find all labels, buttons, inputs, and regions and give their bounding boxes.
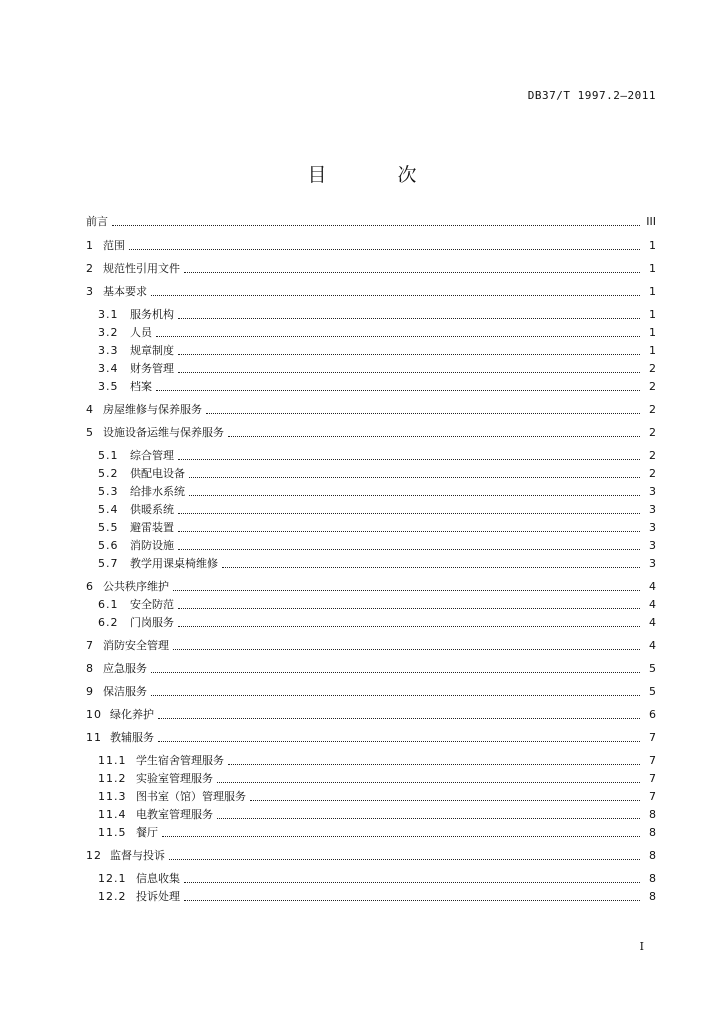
toc-entry-number: 11.3	[98, 790, 127, 803]
toc-entry[interactable]	[98, 324, 656, 340]
toc-entry-label: 避雷装置	[130, 521, 174, 534]
toc-entry[interactable]	[98, 870, 656, 886]
toc-entry-label: 绿化养护	[110, 708, 154, 721]
toc-entry-page: 7	[649, 731, 656, 744]
toc-entry-number: 2	[86, 262, 94, 275]
toc-entry-number: 9	[86, 685, 94, 698]
toc-entry[interactable]	[98, 596, 656, 612]
toc-entry-page: 1	[649, 344, 656, 357]
dot-leader	[178, 318, 640, 319]
toc-entry-label: 监督与投诉	[110, 849, 165, 862]
dot-leader	[184, 900, 640, 901]
toc-entry-label: 消防设施	[130, 539, 174, 552]
toc-entry-number: 1	[86, 239, 94, 252]
toc-entry[interactable]	[98, 501, 656, 517]
toc-entry-label: 规章制度	[130, 344, 174, 357]
toc-entry-label: 餐厅	[136, 826, 158, 839]
toc-entry-page: 2	[649, 380, 656, 393]
toc-entry[interactable]	[98, 519, 656, 535]
toc-entry-page: 7	[649, 790, 656, 803]
toc-entry-page: 3	[649, 521, 656, 534]
toc-entry-number: 3.5	[98, 380, 119, 393]
toc-entry[interactable]	[86, 683, 656, 699]
toc-entry-page: 5	[649, 685, 656, 698]
toc-entry-label: 基本要求	[103, 285, 147, 298]
toc-entry-label: 档案	[130, 380, 152, 393]
toc-entry-number: 5.6	[98, 539, 119, 552]
toc-entry-number: 3.2	[98, 326, 119, 339]
dot-leader	[158, 741, 640, 742]
toc-entry-number: 5.2	[98, 467, 119, 480]
toc-entry[interactable]	[86, 578, 656, 594]
dot-leader	[151, 695, 640, 696]
toc-entry-number: 12.2	[98, 890, 127, 903]
toc-entry-label: 供暖系统	[130, 503, 174, 516]
toc-entry[interactable]	[86, 637, 656, 653]
toc-entry-label: 门岗服务	[130, 616, 174, 629]
page-title: 目 次	[307, 164, 443, 186]
dot-leader	[151, 295, 640, 296]
toc-entry-page: 3	[649, 503, 656, 516]
toc-entry-number: 6	[86, 580, 94, 593]
toc-entry-label: 给排水系统	[130, 485, 185, 498]
dot-leader	[158, 718, 640, 719]
toc-entry[interactable]	[98, 465, 656, 481]
toc-entry[interactable]	[86, 283, 656, 299]
toc-entry[interactable]	[98, 770, 656, 786]
toc-entry-label: 消防安全管理	[103, 639, 169, 652]
toc-entry-number: 3	[86, 285, 94, 298]
toc-entry-label: 实验室管理服务	[136, 772, 213, 785]
toc-entry-label: 人员	[130, 326, 152, 339]
dot-leader	[112, 225, 640, 226]
toc-entry-number: 4	[86, 403, 94, 416]
toc-entry-label: 范围	[103, 239, 125, 252]
toc-entry-page: 7	[649, 754, 656, 767]
toc-entry-label: 投诉处理	[136, 890, 180, 903]
dot-leader	[178, 513, 640, 514]
dot-leader	[162, 836, 640, 837]
toc-entry-label: 电教室管理服务	[136, 808, 213, 821]
dot-leader	[228, 436, 640, 437]
toc-entry-number: 6.2	[98, 616, 119, 629]
toc-entry[interactable]	[98, 614, 656, 630]
toc-entry-label: 学生宿舍管理服务	[136, 754, 224, 767]
toc-entry-page: 8	[649, 890, 656, 903]
dot-leader	[184, 272, 640, 273]
toc-entry-page: 1	[649, 326, 656, 339]
toc-entry-page: 6	[649, 708, 656, 721]
toc-entry[interactable]	[86, 847, 656, 863]
toc-entry-label: 安全防范	[130, 598, 174, 611]
toc-entry[interactable]	[86, 729, 656, 745]
toc-entry-number: 11	[86, 731, 102, 744]
dot-leader	[206, 413, 640, 414]
toc-entry[interactable]	[86, 401, 656, 417]
toc-entry-number: 5.5	[98, 521, 119, 534]
dot-leader	[173, 649, 640, 650]
toc-entry-page: 3	[649, 557, 656, 570]
toc-entry[interactable]	[86, 237, 656, 253]
toc-entry-page: 4	[649, 598, 656, 611]
dot-leader	[178, 626, 640, 627]
toc-entry-page: 5	[649, 662, 656, 675]
dot-leader	[178, 608, 640, 609]
dot-leader	[228, 764, 640, 765]
dot-leader	[178, 531, 640, 532]
toc-entry-label: 教学用课桌椅维修	[130, 557, 218, 570]
toc-entry-page: 4	[649, 580, 656, 593]
toc-entry[interactable]	[86, 706, 656, 722]
toc-entry-page: 8	[649, 826, 656, 839]
toc-entry-number: 5	[86, 426, 94, 439]
toc-entry-label: 供配电设备	[130, 467, 185, 480]
dot-leader	[173, 590, 640, 591]
toc-entry[interactable]	[98, 378, 656, 394]
toc-entry-page: 4	[649, 616, 656, 629]
toc-entry-label: 房屋维修与保养服务	[103, 403, 202, 416]
dot-leader	[129, 249, 640, 250]
dot-leader	[184, 882, 640, 883]
toc-entry-page: III	[646, 215, 656, 228]
toc-entry[interactable]	[98, 537, 656, 553]
toc-entry-page: 2	[649, 362, 656, 375]
dot-leader	[169, 859, 640, 860]
toc-entry-page: 2	[649, 467, 656, 480]
toc-entry-page: 3	[649, 539, 656, 552]
toc-entry-label: 教辅服务	[110, 731, 154, 744]
toc-entry-page: 4	[649, 639, 656, 652]
page-number: I	[639, 940, 644, 953]
toc-entry-number: 3.4	[98, 362, 119, 375]
toc-entry-number: 7	[86, 639, 94, 652]
toc-entry-page: 3	[649, 485, 656, 498]
toc-entry-page: 8	[649, 872, 656, 885]
toc-entry-number: 3.1	[98, 308, 119, 321]
dot-leader	[178, 459, 640, 460]
toc-entry[interactable]	[98, 806, 656, 822]
toc-entry[interactable]	[98, 752, 656, 768]
toc-entry-page: 2	[649, 426, 656, 439]
dot-leader	[217, 818, 640, 819]
toc-entry-label: 服务机构	[130, 308, 174, 321]
toc-entry[interactable]	[98, 483, 656, 499]
toc-entry-label: 前言	[86, 215, 108, 228]
toc-entry[interactable]	[86, 660, 656, 676]
toc-entry-number: 12	[86, 849, 102, 862]
toc-entry[interactable]	[98, 555, 656, 571]
dot-leader	[189, 477, 640, 478]
toc-entry[interactable]	[98, 342, 656, 358]
dot-leader	[217, 782, 640, 783]
toc-entry-label: 设施设备运维与保养服务	[103, 426, 224, 439]
document-code: DB37/T 1997.2—2011	[527, 89, 656, 102]
toc-entry-number: 5.1	[98, 449, 119, 462]
toc-entry[interactable]	[98, 306, 656, 322]
toc-entry-number: 11.4	[98, 808, 127, 821]
toc-entry-number: 8	[86, 662, 94, 675]
toc-entry-label: 规范性引用文件	[103, 262, 180, 275]
toc-entry-label: 保洁服务	[103, 685, 147, 698]
toc-entry-number: 11.5	[98, 826, 127, 839]
toc-entry-page: 1	[649, 262, 656, 275]
toc-entry-page: 1	[649, 308, 656, 321]
toc-entry[interactable]	[98, 824, 656, 840]
toc-entry[interactable]	[86, 260, 656, 276]
dot-leader	[189, 495, 640, 496]
toc-entry-page: 8	[649, 808, 656, 821]
toc-entry-number: 5.7	[98, 557, 119, 570]
toc-entry[interactable]	[98, 888, 656, 904]
toc-entry-label: 图书室（馆）管理服务	[136, 790, 246, 803]
dot-leader	[156, 390, 640, 391]
toc-entry-number: 5.4	[98, 503, 119, 516]
toc-entry-number: 12.1	[98, 872, 127, 885]
dot-leader	[250, 800, 640, 801]
toc-entry-number: 6.1	[98, 598, 119, 611]
toc-entry-number: 10	[86, 708, 102, 721]
toc-entry-page: 1	[649, 285, 656, 298]
toc-entry[interactable]	[98, 360, 656, 376]
toc-entry-page: 2	[649, 403, 656, 416]
dot-leader	[178, 549, 640, 550]
dot-leader	[222, 567, 640, 568]
toc-entry-page: 1	[649, 239, 656, 252]
dot-leader	[151, 672, 640, 673]
toc-entry-page: 2	[649, 449, 656, 462]
dot-leader	[178, 372, 640, 373]
dot-leader	[156, 336, 640, 337]
toc-entry-number: 5.3	[98, 485, 119, 498]
toc-entry-page: 8	[649, 849, 656, 862]
toc-entry-label: 公共秩序维护	[103, 580, 169, 593]
toc-entry-label: 信息收集	[136, 872, 180, 885]
toc-entry-number: 11.2	[98, 772, 127, 785]
toc-entry-number: 3.3	[98, 344, 119, 357]
dot-leader	[178, 354, 640, 355]
toc-entry-label: 财务管理	[130, 362, 174, 375]
toc-entry-number: 11.1	[98, 754, 127, 767]
toc-entry-label: 应急服务	[103, 662, 147, 675]
toc-entry[interactable]	[86, 213, 656, 229]
toc-entry-label: 综合管理	[130, 449, 174, 462]
toc-entry[interactable]	[98, 447, 656, 463]
toc-entry[interactable]	[98, 788, 656, 804]
toc-entry-page: 7	[649, 772, 656, 785]
toc-entry[interactable]	[86, 424, 656, 440]
